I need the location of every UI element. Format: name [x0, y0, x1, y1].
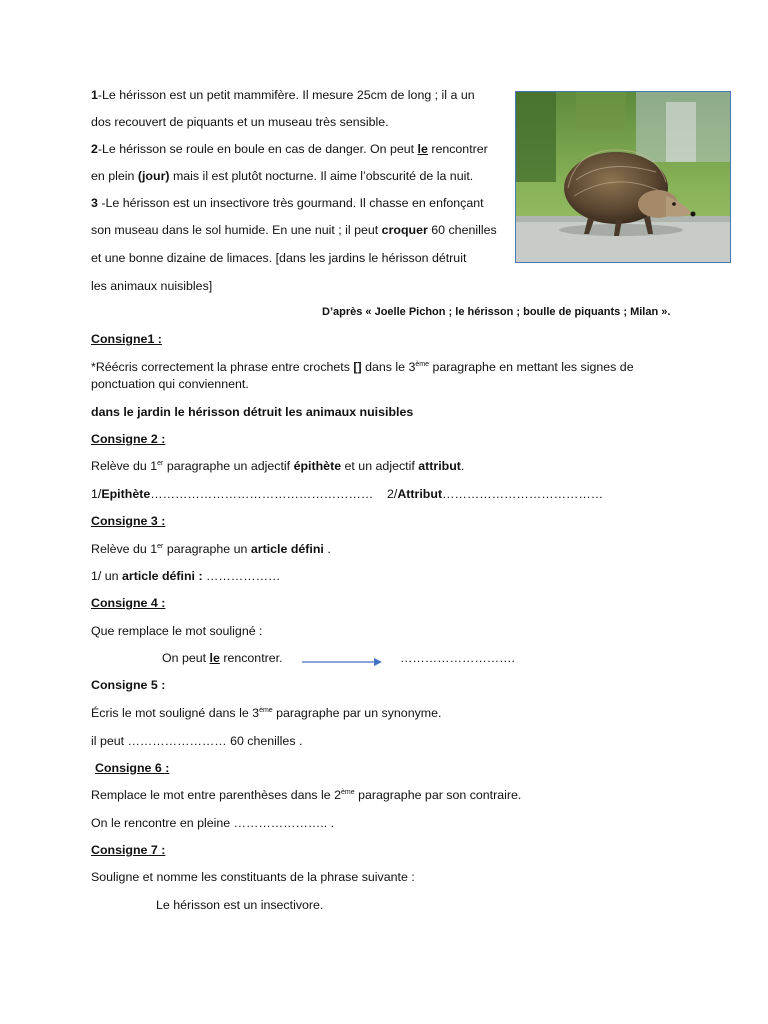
consigne-5-text-b: paragraphe par un synonyme. — [272, 706, 442, 720]
consigne-3-title: Consigne 3 : — [91, 514, 166, 528]
consigne-1-text-a: *Réécris correctement la phrase entre crochets — [91, 360, 354, 374]
consigne-4-sentence-end: rencontrer. — [219, 651, 283, 665]
superscript: ème — [415, 361, 430, 368]
attribut-field-number: 2/ — [387, 487, 398, 501]
paragraph-2-line-2 — [91, 168, 473, 184]
paragraph-3-line-2 — [91, 222, 497, 238]
consigne-5-answer-field[interactable]: il peut …………………… 60 chenilles . — [91, 734, 303, 748]
consigne-5-title: Consigne 5 : — [91, 678, 166, 692]
consigne-2-text-b: paragraphe un adjectif — [163, 459, 294, 473]
paragraph-2-line-1 — [91, 141, 488, 157]
consigne-1-answer: dans le jardin le hérisson détruit les animaux nuisibles — [91, 405, 414, 419]
epithete-answer-field[interactable] — [91, 486, 373, 502]
paragraph-2-number: 2 — [91, 142, 98, 156]
consigne-2-text-d: . — [460, 459, 465, 473]
article-field-dots: ……………… — [202, 569, 281, 583]
consigne-3-text-a: Relève du 1 — [91, 542, 158, 556]
consigne-4-sentence-start: On peut — [162, 651, 210, 665]
consigne-2-instruction — [91, 458, 464, 474]
consigne-3-instruction — [91, 541, 331, 557]
consigne-1-text-c: paragraphe en mettant les signes de — [429, 360, 634, 374]
consigne-2-text-a: Relève du 1 — [91, 459, 158, 473]
consigne-7-sentence: Le hérisson est un insectivore. — [156, 898, 324, 912]
arrow-right-icon — [302, 655, 384, 667]
consigne-6-text-a: Remplace le mot entre parenthèses dans le 2 — [91, 788, 342, 802]
attribut-answer-field[interactable] — [387, 486, 603, 502]
paragraph-1-text: -Le hérisson est un petit mammifère. Il mesure 25cm de long ; il a un — [97, 88, 475, 102]
superscript: er — [157, 460, 164, 467]
bracketed-word-jour: (jour) — [137, 169, 170, 183]
consigne-1-instruction-line-2: ponctuation qui conviennent. — [91, 377, 249, 391]
consigne-6-title: Consigne 6 : — [95, 761, 170, 775]
paragraph-2-line-2-start: en plein — [91, 169, 138, 183]
consigne-2-title: Consigne 2 : — [91, 432, 166, 446]
paragraph-2-text: -Le hérisson se roule en boule en cas de danger. On peut — [97, 142, 418, 156]
consigne-6-text-b: paragraphe par son contraire. — [354, 788, 522, 802]
consigne-1-instruction-line-1 — [91, 359, 634, 375]
consigne-4-answer-field[interactable]: ………………………. — [400, 651, 515, 665]
paragraph-3-line-2-start: son museau dans le sol humide. En une nuit ; il peut — [91, 223, 382, 237]
superscript: er — [157, 543, 164, 550]
paragraph-2-text-end: rencontrer — [427, 142, 488, 156]
epithete-field-dots: ……………………………………………… — [150, 487, 374, 501]
consigne-6-answer-field[interactable]: On le rencontre en pleine ………………….. . — [91, 816, 335, 830]
consigne-3-text-b: paragraphe un — [163, 542, 251, 556]
epithete-field-label: Epithète — [101, 487, 151, 501]
consigne-7-title: Consigne 7 : — [91, 843, 166, 857]
superscript: ème — [341, 789, 355, 796]
consigne-6-instruction — [91, 787, 521, 803]
consigne-4-sentence — [162, 650, 283, 666]
paragraph-3-text: -Le hérisson est un insectivore très gourmand. Il chasse en enfonçant — [97, 196, 484, 210]
consigne-3-text-c: . — [323, 542, 331, 556]
consigne-4-title: Consigne 4 : — [91, 596, 166, 610]
paragraph-2-line-2-end: mais il est plutôt nocturne. Il aime l’obscurité de la nuit. — [169, 169, 474, 183]
paragraph-1-line-2: dos recouvert de piquants et un museau très sensible. — [91, 115, 389, 129]
consigne-5-text-a: Écris le mot souligné dans le 3 — [91, 706, 260, 720]
consigne-1-text-b: dans le 3 — [361, 360, 416, 374]
hedgehog-photo — [515, 91, 731, 263]
consigne-4-question: Que remplace le mot souligné : — [91, 624, 263, 638]
paragraph-3-line-2-end: 60 chenilles — [427, 223, 497, 237]
paragraph-3-line-4: les animaux nuisibles] — [91, 279, 213, 293]
bold-word-croquer: croquer — [381, 223, 428, 237]
superscript: ème — [259, 707, 273, 714]
paragraph-3-line-3: et une bonne dizaine de limaces. [dans les jardins le hérisson détruit — [91, 251, 467, 265]
word-epithete: épithète — [293, 459, 342, 473]
brackets-symbol: [] — [353, 360, 362, 374]
word-article-defini: article défini — [250, 542, 324, 556]
epithete-field-number: 1/ — [91, 487, 102, 501]
paragraph-3-number: 3 — [91, 196, 98, 210]
article-defini-answer-field[interactable] — [91, 568, 280, 584]
paragraph-1-number: 1 — [91, 88, 98, 102]
article-field-label: article défini : — [122, 569, 203, 583]
underlined-word-le: le — [209, 651, 220, 665]
word-attribut: attribut — [418, 459, 461, 473]
consigne-1-title: Consigne1 : — [91, 332, 162, 346]
paragraph-3-line-1 — [91, 195, 484, 211]
underlined-word-le: le — [417, 142, 428, 156]
attribut-field-dots: ………………………………… — [442, 487, 604, 501]
article-field-prefix: 1/ un — [91, 569, 123, 583]
consigne-2-text-c: et un adjectif — [341, 459, 419, 473]
source-citation: D’après « Joelle Pichon ; le hérisson ; boulle de piquants ; Milan ». — [322, 306, 671, 318]
consigne-7-question: Souligne et nomme les constituants de la phrase suivante : — [91, 870, 415, 884]
paragraph-1-line-1 — [91, 87, 475, 103]
consigne-5-instruction — [91, 705, 441, 721]
attribut-field-label: Attribut — [397, 487, 443, 501]
